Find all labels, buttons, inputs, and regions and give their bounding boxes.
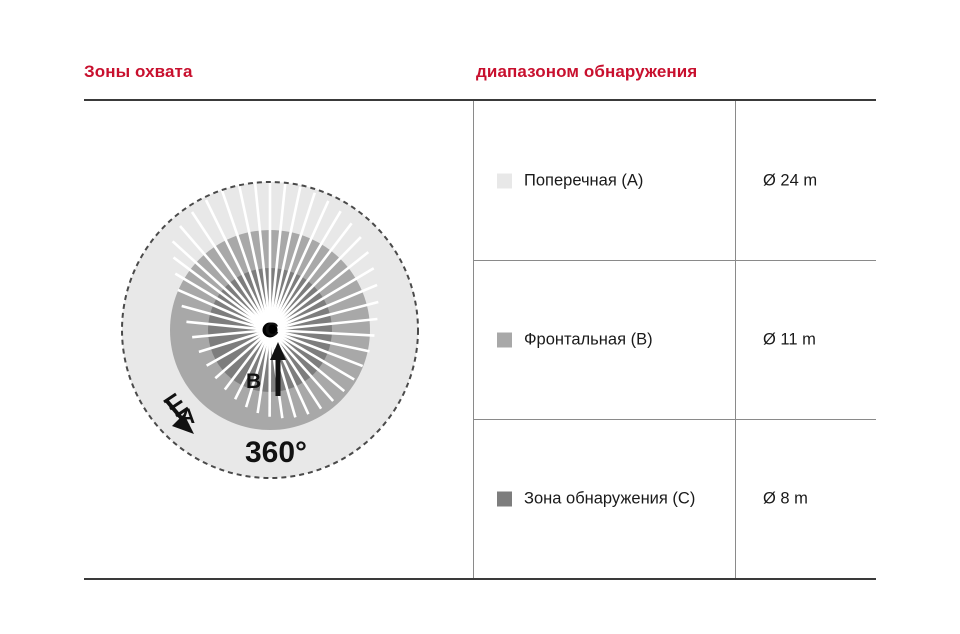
legend-value-a: Ø 24 m — [763, 171, 818, 189]
legend-text-c: Зона обнаружения (C) — [524, 489, 696, 507]
heading-coverage-zones: Зоны охвата — [84, 62, 193, 81]
headings — [84, 58, 876, 92]
zone-c-label: C — [265, 320, 279, 341]
legend-text-b: Фронтальная (B) — [524, 330, 653, 348]
legend-value-b: Ø 11 m — [763, 330, 816, 348]
swatch-zone-a — [497, 173, 512, 188]
zone-a-label: A — [180, 405, 196, 428]
heading-detection-range: диапазоном обнаружения — [476, 62, 698, 81]
legend-label-c — [497, 489, 695, 508]
coverage-diagram — [100, 150, 440, 510]
legend-label-b — [497, 330, 653, 349]
angle-label: 360° — [245, 436, 308, 469]
swatch-zone-c — [497, 491, 512, 506]
legend-label-a — [497, 171, 643, 190]
zone-b-label: B — [246, 370, 262, 393]
legend-value-c: Ø 8 m — [763, 489, 808, 507]
table-row — [473, 101, 876, 260]
legend-text-a: Поперечная (A) — [524, 171, 644, 189]
table-row — [473, 260, 876, 419]
detection-range-table — [473, 101, 876, 578]
swatch-zone-b — [497, 332, 512, 347]
table-row — [473, 419, 876, 578]
divider-bottom — [84, 578, 876, 580]
